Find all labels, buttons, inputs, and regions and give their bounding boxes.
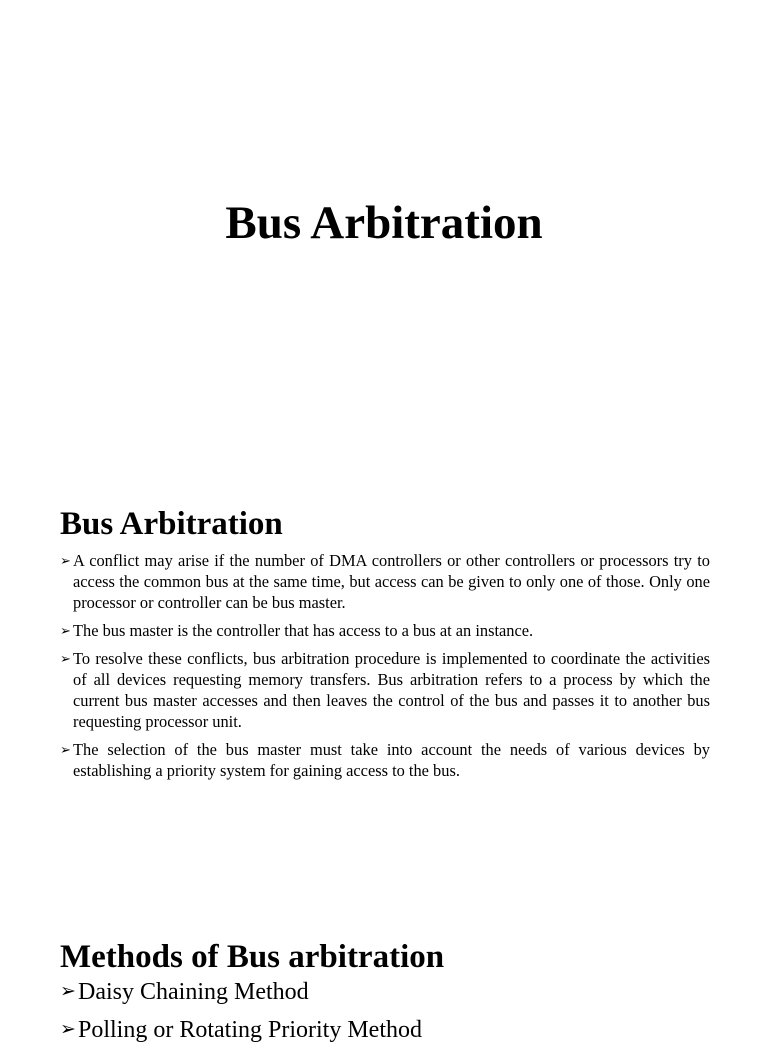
slide-title [0,0,768,430]
bullet-item [60,550,710,613]
arrow-bullet-icon: ➢ [60,742,71,757]
arrow-bullet-icon: ➢ [60,623,71,638]
bullet-item [60,620,710,641]
slide-heading: Methods of Bus arbitration [60,939,445,976]
slide-bus-arbitration [0,430,768,860]
arrow-bullet-icon: ➢ [60,981,76,1002]
method-item [60,978,422,1006]
arrow-bullet-icon: ➢ [60,1019,76,1040]
bullet-text: The selection of the bus master must take into account the needs of various devices by establishing a priority system for gaining access to the bus. [73,740,710,780]
bullet-text: The bus master is the controller that has access to a bus at an instance. [73,621,534,640]
method-item [60,1016,422,1044]
bullet-list [60,550,710,788]
bullet-text: A conflict may arise if the number of DMA controllers or other controllers or processors try to access the common bus at the same time, but access can be given to only one of those. Only one processor or controller can be bus master. [73,551,710,612]
slide-title-heading: Bus Arbitration [225,197,543,250]
arrow-bullet-icon: ➢ [60,553,71,568]
method-text: Polling or Rotating Priority Method [78,1017,423,1043]
arrow-bullet-icon: ➢ [60,651,71,666]
method-list [60,978,422,1054]
slide-heading: Bus Arbitration [60,506,283,543]
bullet-text: To resolve these conflicts, bus arbitration procedure is implemented to coordinate the activities of all devices requesting memory transfers. Bus arbitration refers to a process by which the current bus master accesses and then leaves the control of the bus and passes it to another bus requesting processor unit. [73,649,710,731]
bullet-item [60,648,710,732]
slide-methods [0,860,768,1043]
bullet-item [60,739,710,781]
method-text: Daisy Chaining Method [78,979,309,1005]
